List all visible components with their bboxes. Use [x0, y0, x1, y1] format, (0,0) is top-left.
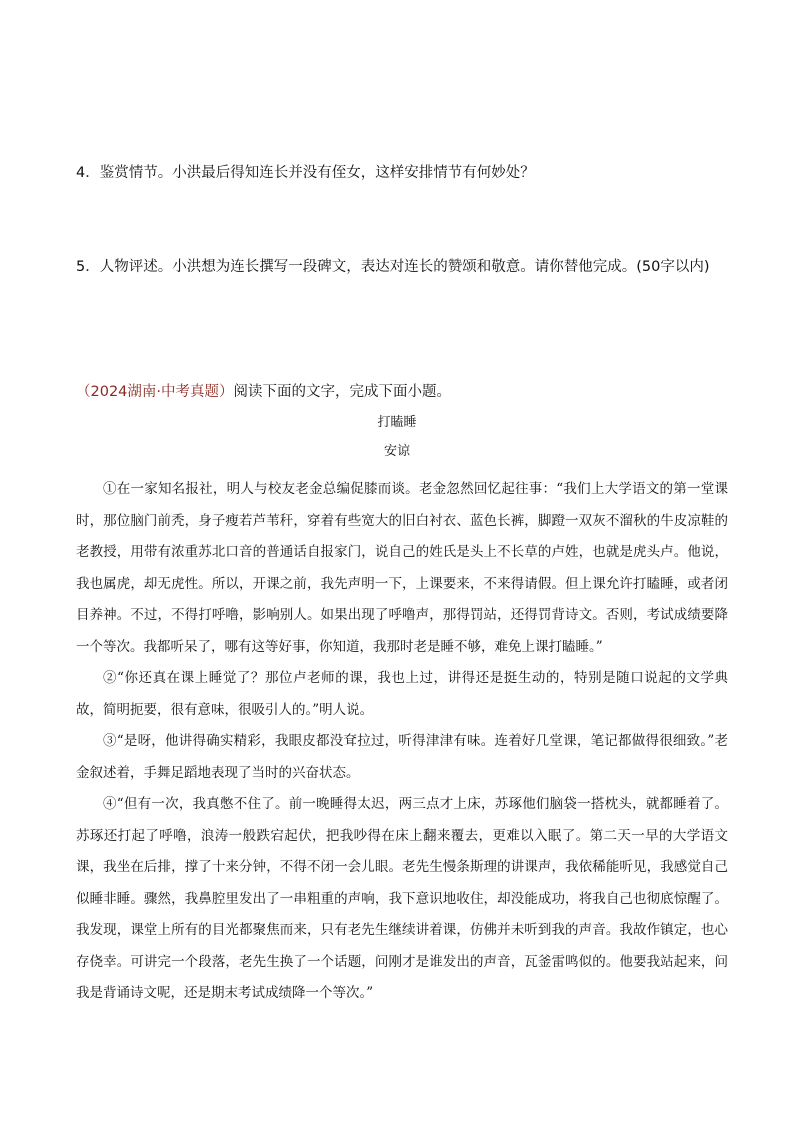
reading-source-line	[76, 381, 736, 403]
passage-paragraph-1: ①在一家知名报社，明人与校友老金总编促膝而谈。老金忽然回忆起往事：“我们上大学语文的第一堂课时，那位脑门前秃，身子瘦若芦苇秆，穿着有些宽大的旧白衬衣、蓝色长裤，脚蹬一双灰不溜秋的牛皮凉鞋的老教授，用带有浓重苏北口音的普通话自报家门，说自己的姓氏是头上不长草的卢姓，也就是虎头卢。他说，我也属虎，却无虎性。所以，开课之前，我先声明一下，上课要来，不来得请假。但上课允许打瞌睡，或者闭目养神。不过，不得打呼噜，影响别人。如果出现了呼噜声，那得罚站，还得罚背诗文。否则，考试成绩要降一个等次。我都听呆了，哪有这等好事，你知道，我那时老是睡不够，难免上课打瞌睡。”	[76, 481, 728, 655]
passage-paragraph-2: ②“你还真在课上睡觉了？那位卢老师的课，我也上过，讲得还是挺生动的，特别是随口说起的文学典故，简明扼要，很有意味，很吸引人的。”明人说。	[76, 670, 728, 718]
question-5: 5．人物评述。小洪想为连长撰写一段碑文，表达对连长的赞颂和敬意。请你替他完成。(50字以内)	[76, 259, 710, 275]
question-4: 4．鉴赏情节。小洪最后得知连长并没有侄女，这样安排情节有何妙处？	[76, 165, 535, 181]
passage-paragraph-3: ③“是呀，他讲得确实精彩，我眼皮都没耷拉过，听得津津有味。连着好几堂课，笔记都做得很细致。”老金叙述着，手舞足蹈地表现了当时的兴奋状态。	[76, 733, 728, 781]
reading-instruction: 阅读下面的文字，完成下面小题。	[233, 384, 452, 400]
exam-source-tag: （2024湖南·中考真题）	[76, 384, 234, 400]
passage-title: 打瞌睡	[377, 415, 417, 430]
passage-paragraph-4: ④“但有一次，我真憋不住了。前一晚睡得太迟，两三点才上床，苏琢他们脑袋一搭枕头，就都睡着了。苏琢还打起了呼噜，浪涛一般跌宕起伏，把我吵得在床上翻来覆去，更难以入眠了。第二天一早的大学语文课，我坐在后排，撑了十来分钟，不得不闭一会儿眼。老先生慢条斯理的讲课声，我依稀能听见，我感觉自己似睡非睡。骤然，我鼻腔里发出了一串粗重的声响，我下意识地收住，却没能成功，将我自己也彻底惊醒了。我发现，课堂上所有的目光都聚焦而来，只有老先生继续讲着课，仿佛并未听到我的声音。我故作镇定，也心存侥幸。可讲完一个段落，老先生换了一个话题，问刚才是谁发出的声音，瓦釜雷鸣似的。他要我站起来，问我是背诵诗文呢，还是期末考试成绩降一个等次。”	[76, 796, 728, 1001]
passage-body	[76, 474, 728, 1010]
passage-author: 安谅	[383, 444, 410, 459]
